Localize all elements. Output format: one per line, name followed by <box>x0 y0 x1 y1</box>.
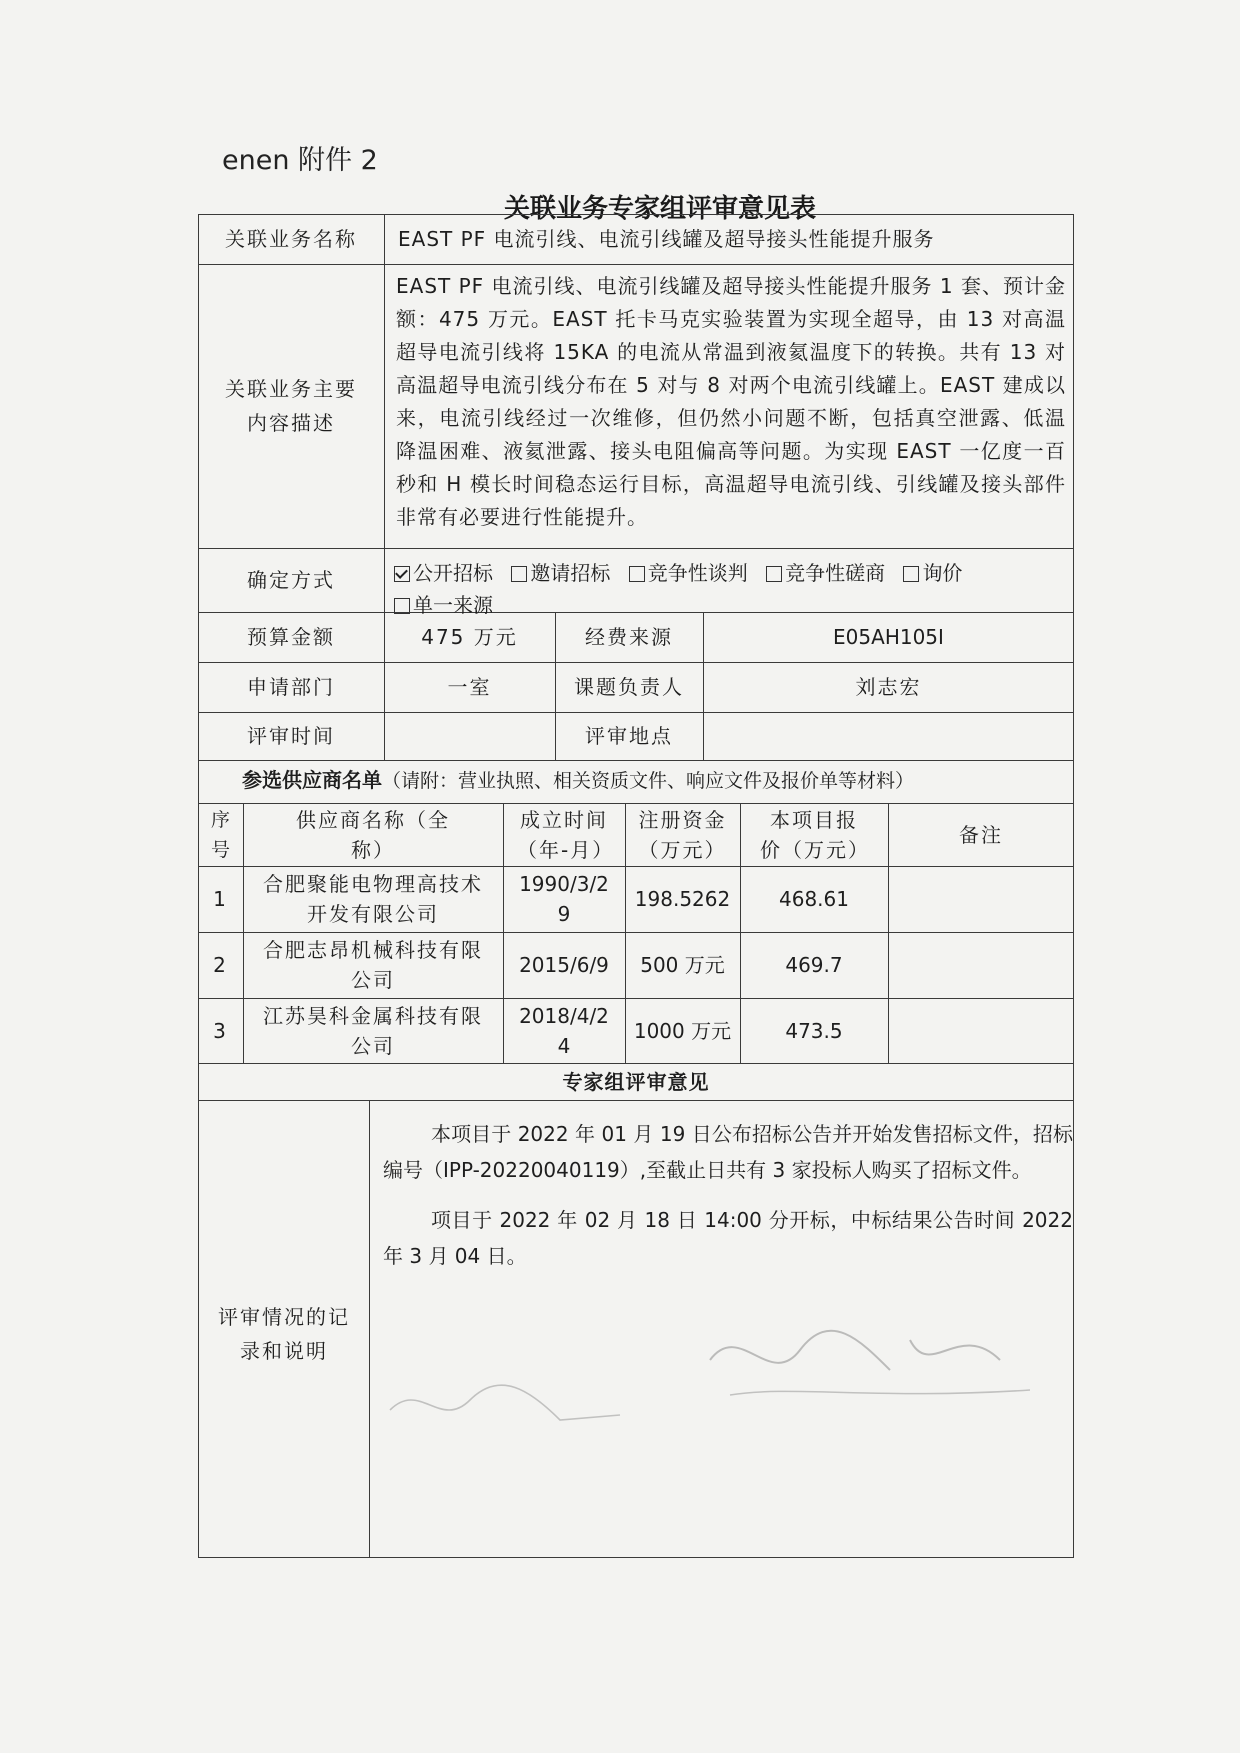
method-option[interactable]: 竞争性磋商 <box>766 557 885 589</box>
dept-value: 一室 <box>447 675 492 699</box>
header-capital: 注册资金（万元） <box>638 807 727 862</box>
method-option[interactable]: 竞争性谈判 <box>629 557 748 589</box>
checkbox-checked-icon[interactable] <box>394 566 410 582</box>
business-name-label: 关联业务名称 <box>225 227 357 251</box>
suppliers-title: 参选供应商名单（请附：营业执照、相关资质文件、响应文件及报价单等材料） <box>242 768 915 792</box>
budget-value: 475 万元 <box>421 625 518 649</box>
form-title: 关联业务专家组评审意见表 <box>503 194 816 224</box>
signature-scribble-icon <box>380 1370 640 1450</box>
expert-section-title: 专家组评审意见 <box>562 1069 710 1094</box>
table-row-founded: 2018/4/24 <box>519 1003 609 1058</box>
method-label: 确定方式 <box>247 568 335 592</box>
header-remark: 备注 <box>959 822 1003 847</box>
signature-scribble-icon <box>700 1300 1080 1420</box>
table-row-capital: 500 万元 <box>640 953 725 977</box>
table-row-capital: 1000 万元 <box>633 1018 732 1043</box>
dept-label: 申请部门 <box>247 675 335 699</box>
checkbox-icon[interactable] <box>903 566 919 582</box>
review-paragraph: 项目于 2022 年 02 月 18 日 14:00 分开标，中标结果公告时间 2022 年 3 月 04 日。 <box>383 1208 1073 1268</box>
header-name: 供应商名称（全称） <box>296 807 450 862</box>
review-time-label: 评审时间 <box>247 724 335 748</box>
table-row-name: 江苏昊科金属科技有限公司 <box>263 1003 483 1058</box>
table-row-quote: 473.5 <box>785 1018 843 1043</box>
table-row-no: 2 <box>213 953 228 977</box>
rule <box>198 760 1074 761</box>
review-content <box>383 1116 1073 1288</box>
description-value: EAST PF 电流引线、电流引线罐及超导接头性能提升服务 1 套、预计金额：475 万元。EAST 托卡马克实验装置为实现全超导，由 13 对高温超导电流引线将 15KA 的电流从常温到液氦温度下的转换。共有 13 对高温超导电流引线分布在 5 对与 8 对两个电流引线罐上。EAST 建成以来，电流引线经过一次维修，但仍然小问题不断，包括真空泄露、低温降温困难、液氦泄露、接头电阻偏高等问题。为实现 EAST 一亿度一百秒和 H 模长时间稳态运行目标，高温超导电流引线、引线罐及接头部件非常有必要进行性能提升。 <box>396 274 1066 529</box>
table-row-name: 合肥聚能电物理高技术开发有限公司 <box>263 872 483 926</box>
review-record-label: 评审情况的记录和说明 <box>218 1305 350 1363</box>
table-row-founded: 2015/6/9 <box>519 953 609 977</box>
table-row-name: 合肥志昂机械科技有限公司 <box>263 938 483 992</box>
header-quote: 本项目报价（万元） <box>760 807 870 862</box>
funding-label: 经费来源 <box>585 625 673 649</box>
description-label: 关联业务主要内容描述 <box>225 377 357 435</box>
method-option[interactable]: 邀请招标 <box>511 557 610 589</box>
review-paragraph: 本项目于 2022 年 01 月 19 日公布招标公告并开始发售招标文件，招标编号（IPP-20220040119）,至截止日共有 3 家投标人购买了招标文件。 <box>383 1122 1073 1182</box>
checkbox-icon[interactable] <box>511 566 527 582</box>
review-time-value[interactable] <box>384 712 555 760</box>
review-place-label: 评审地点 <box>585 724 673 748</box>
header-founded: 成立时间（年-月） <box>517 807 615 862</box>
attachment-label: enen 附件 2 <box>222 145 378 176</box>
method-option[interactable]: 公开招标 <box>394 557 493 589</box>
table-row-capital: 198.5262 <box>634 887 731 911</box>
checkbox-icon[interactable] <box>766 566 782 582</box>
table-row-founded: 1990/3/29 <box>519 872 609 926</box>
funding-value: E05AH105I <box>833 625 944 649</box>
table-row-remark <box>888 866 1074 932</box>
business-name-value: EAST PF 电流引线、电流引线罐及超导接头性能提升服务 <box>398 227 935 251</box>
review-place-value[interactable] <box>703 712 1074 760</box>
table-row-quote: 468.61 <box>779 887 849 911</box>
table-row-no: 1 <box>213 887 228 911</box>
leader-value: 刘志宏 <box>855 675 922 699</box>
table-row-no: 3 <box>213 1018 228 1043</box>
method-option[interactable]: 询价 <box>903 557 962 589</box>
budget-label: 预算金额 <box>247 625 335 649</box>
table-row-remark <box>888 932 1074 998</box>
table-row-remark <box>888 998 1074 1063</box>
table-row-quote: 469.7 <box>785 953 843 977</box>
checkbox-icon[interactable] <box>629 566 645 582</box>
rule <box>369 1100 370 1558</box>
method-option[interactable]: 单一来源 <box>394 589 493 621</box>
leader-label: 课题负责人 <box>574 675 684 699</box>
header-no: 序号 <box>210 808 230 861</box>
